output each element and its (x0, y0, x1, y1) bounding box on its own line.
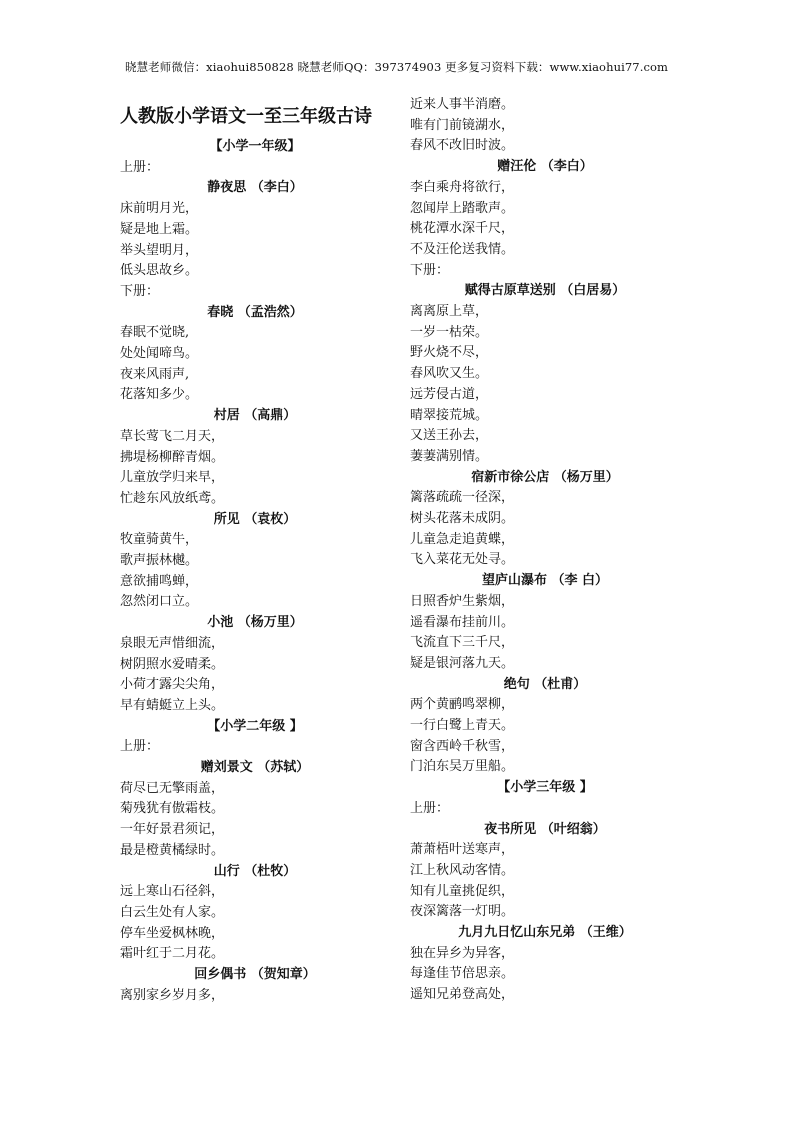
poem-line: 夜来风雨声, (120, 366, 190, 382)
poem-title: 九月九日忆山东兄弟 （王维） (458, 925, 632, 940)
poem-line: 近来人事半消磨。 (410, 97, 515, 112)
poem-line: 床前明月光， (120, 201, 199, 217)
poem-line: 飞入菜花无处寻。 (410, 552, 515, 568)
poem-title: 所见 （袁枚） (213, 511, 297, 527)
poem-title: 宿新市徐公店 （杨万里） (471, 469, 619, 485)
poem-line: 离别家乡岁月多， (120, 987, 225, 1003)
poem-line: 霜叶红于二月花。 (120, 946, 225, 962)
poem-line: 远上寒山石径斜， (120, 884, 225, 900)
poem-line: 停车坐爱枫林晚， (120, 925, 225, 941)
poem-line: 上册： (120, 739, 160, 755)
poem-line: 意欲捕鸣蝉， (120, 573, 199, 589)
poem-line: 下册： (120, 283, 160, 299)
poem-line: 儿童急走追黄蝶， (410, 531, 515, 547)
poem-line: 离离原上草， (410, 304, 489, 319)
poem-title: 回乡偶书 （贺知章） (194, 967, 316, 982)
poem-line: 上册： (410, 800, 450, 816)
poem-line: 又送王孙去， (410, 428, 489, 444)
poem-line: 萋萋满别情。 (410, 448, 489, 464)
poem-line: 知有儿童挑促织， (410, 883, 515, 899)
poem-title: 望庐山瀑布 （李 白） (481, 573, 609, 589)
poem-line: 江上秋风动客情。 (410, 862, 515, 878)
poem-line: 晴翠接荒城。 (410, 407, 489, 423)
poem-line: 小荷才露尖尖角， (120, 677, 225, 693)
poem-line: 树头花落未成阴。 (410, 511, 515, 526)
poem-line: 最是橙黄橘绿时。 (120, 842, 225, 858)
poem-line: 一岁一枯荣。 (410, 324, 489, 340)
poem-line: 树阴照水爱晴柔。 (120, 656, 225, 672)
poem-line: 春风吹又生。 (410, 366, 489, 382)
poem-line: 儿童放学归来早， (120, 470, 225, 486)
poem-line: 李白乘舟将欲行， (410, 179, 515, 195)
poem-line: 遥知兄弟登高处， (410, 987, 515, 1003)
poem-line: 唯有门前镜湖水， (410, 117, 515, 133)
poem-line: 独在异乡为异客， (410, 945, 515, 961)
poem-line: 野火烧不尽， (410, 345, 489, 361)
poem-line: 下册： (410, 262, 450, 278)
poem-line: 疑是地上霜。 (120, 221, 199, 237)
poem-line: 菊残犹有傲霜枝。 (120, 801, 225, 817)
poem-line: 桃花潭水深千尺， (410, 221, 515, 237)
poem-line: 泉眼无声惜细流， (120, 635, 225, 651)
poem-line: 萧萧梧叶送寒声， (410, 842, 515, 858)
poem-line: 草长莺飞二月天， (120, 428, 225, 444)
poem-line: 一行白鹭上青天。 (410, 718, 515, 733)
poem-line: 忽然闭口立。 (120, 594, 199, 610)
poem-line: 低头思故乡。 (120, 263, 199, 279)
poem-line: 春眠不觉晓, (120, 325, 190, 341)
document-title: 人教版小学语文一至三年级古诗 (120, 106, 372, 127)
poem-line: 每逢佳节倍思亲。 (410, 966, 515, 982)
poem-line: 篱落疏疏一径深， (410, 490, 515, 506)
poem-title: 赋得古原草送别 （白居易） (464, 283, 626, 299)
poem-title: 小池 （杨万里） (207, 615, 303, 631)
poem-line: 门泊东吴万里船。 (410, 759, 515, 775)
grade-heading: 【小学三年级 】 (497, 780, 593, 796)
poem-line: 荷尽已无擎雨盖， (120, 780, 225, 796)
poem-line: 举头望明月， (120, 242, 199, 258)
poem-line: 疑是银河落九天。 (410, 655, 515, 671)
grade-heading: 【小学一年级】 (209, 139, 301, 154)
poem-title: 村居 （高鼎） (213, 408, 297, 424)
poem-line: 遥看瀑布挂前川。 (410, 614, 515, 630)
poem-line: 忙趁东风放纸鸢。 (120, 490, 225, 506)
poem-line: 上册： (120, 159, 160, 175)
poem-line: 春风不改旧时波。 (410, 138, 515, 154)
poem-title: 春晓 （孟浩然） (207, 304, 303, 320)
poem-title: 绝句 （杜甫） (503, 676, 587, 692)
poem-line: 牧童骑黄牛， (120, 532, 199, 548)
poem-line: 白云生处有人家。 (120, 904, 225, 920)
poem-line: 飞流直下三千尺， (410, 635, 515, 651)
poem-title: 山行 （杜牧） (213, 863, 297, 879)
poem-title: 赠刘景文 （苏轼） (200, 760, 310, 775)
poem-line: 早有蜻蜓立上头。 (120, 697, 225, 713)
poem-line: 花落知多少。 (120, 387, 199, 403)
poem-line: 日照香炉生紫烟， (410, 593, 515, 609)
poem-title: 静夜思 （李白） (207, 180, 303, 196)
poem-line: 一年好景君须记， (120, 822, 225, 838)
page-header: 晓慧老师微信：xiaohui850828 晓慧老师QQ：397374903 更多复习资料下载：www.xiaohui77.com (124, 60, 669, 74)
poem-line: 拂堤杨柳醉青烟。 (120, 449, 225, 465)
poem-line: 窗含西岭千秋雪， (410, 738, 515, 754)
poem-title: 赠汪伦 （李白） (497, 159, 593, 175)
poem-line: 处处闻啼鸟。 (120, 346, 199, 361)
poem-line: 远芳侵古道， (410, 386, 489, 402)
poem-line: 不及汪伦送我情。 (410, 241, 515, 257)
poem-title: 夜书所见 （叶绍翁） (484, 821, 606, 837)
poem-line: 歌声振林樾。 (120, 553, 199, 568)
poem-line: 两个黄鹂鸣翠柳， (410, 697, 515, 713)
poem-line: 忽闻岸上踏歌声。 (410, 200, 515, 216)
grade-heading: 【小学二年级 】 (207, 718, 303, 734)
poem-line: 夜深篱落一灯明。 (410, 904, 515, 920)
